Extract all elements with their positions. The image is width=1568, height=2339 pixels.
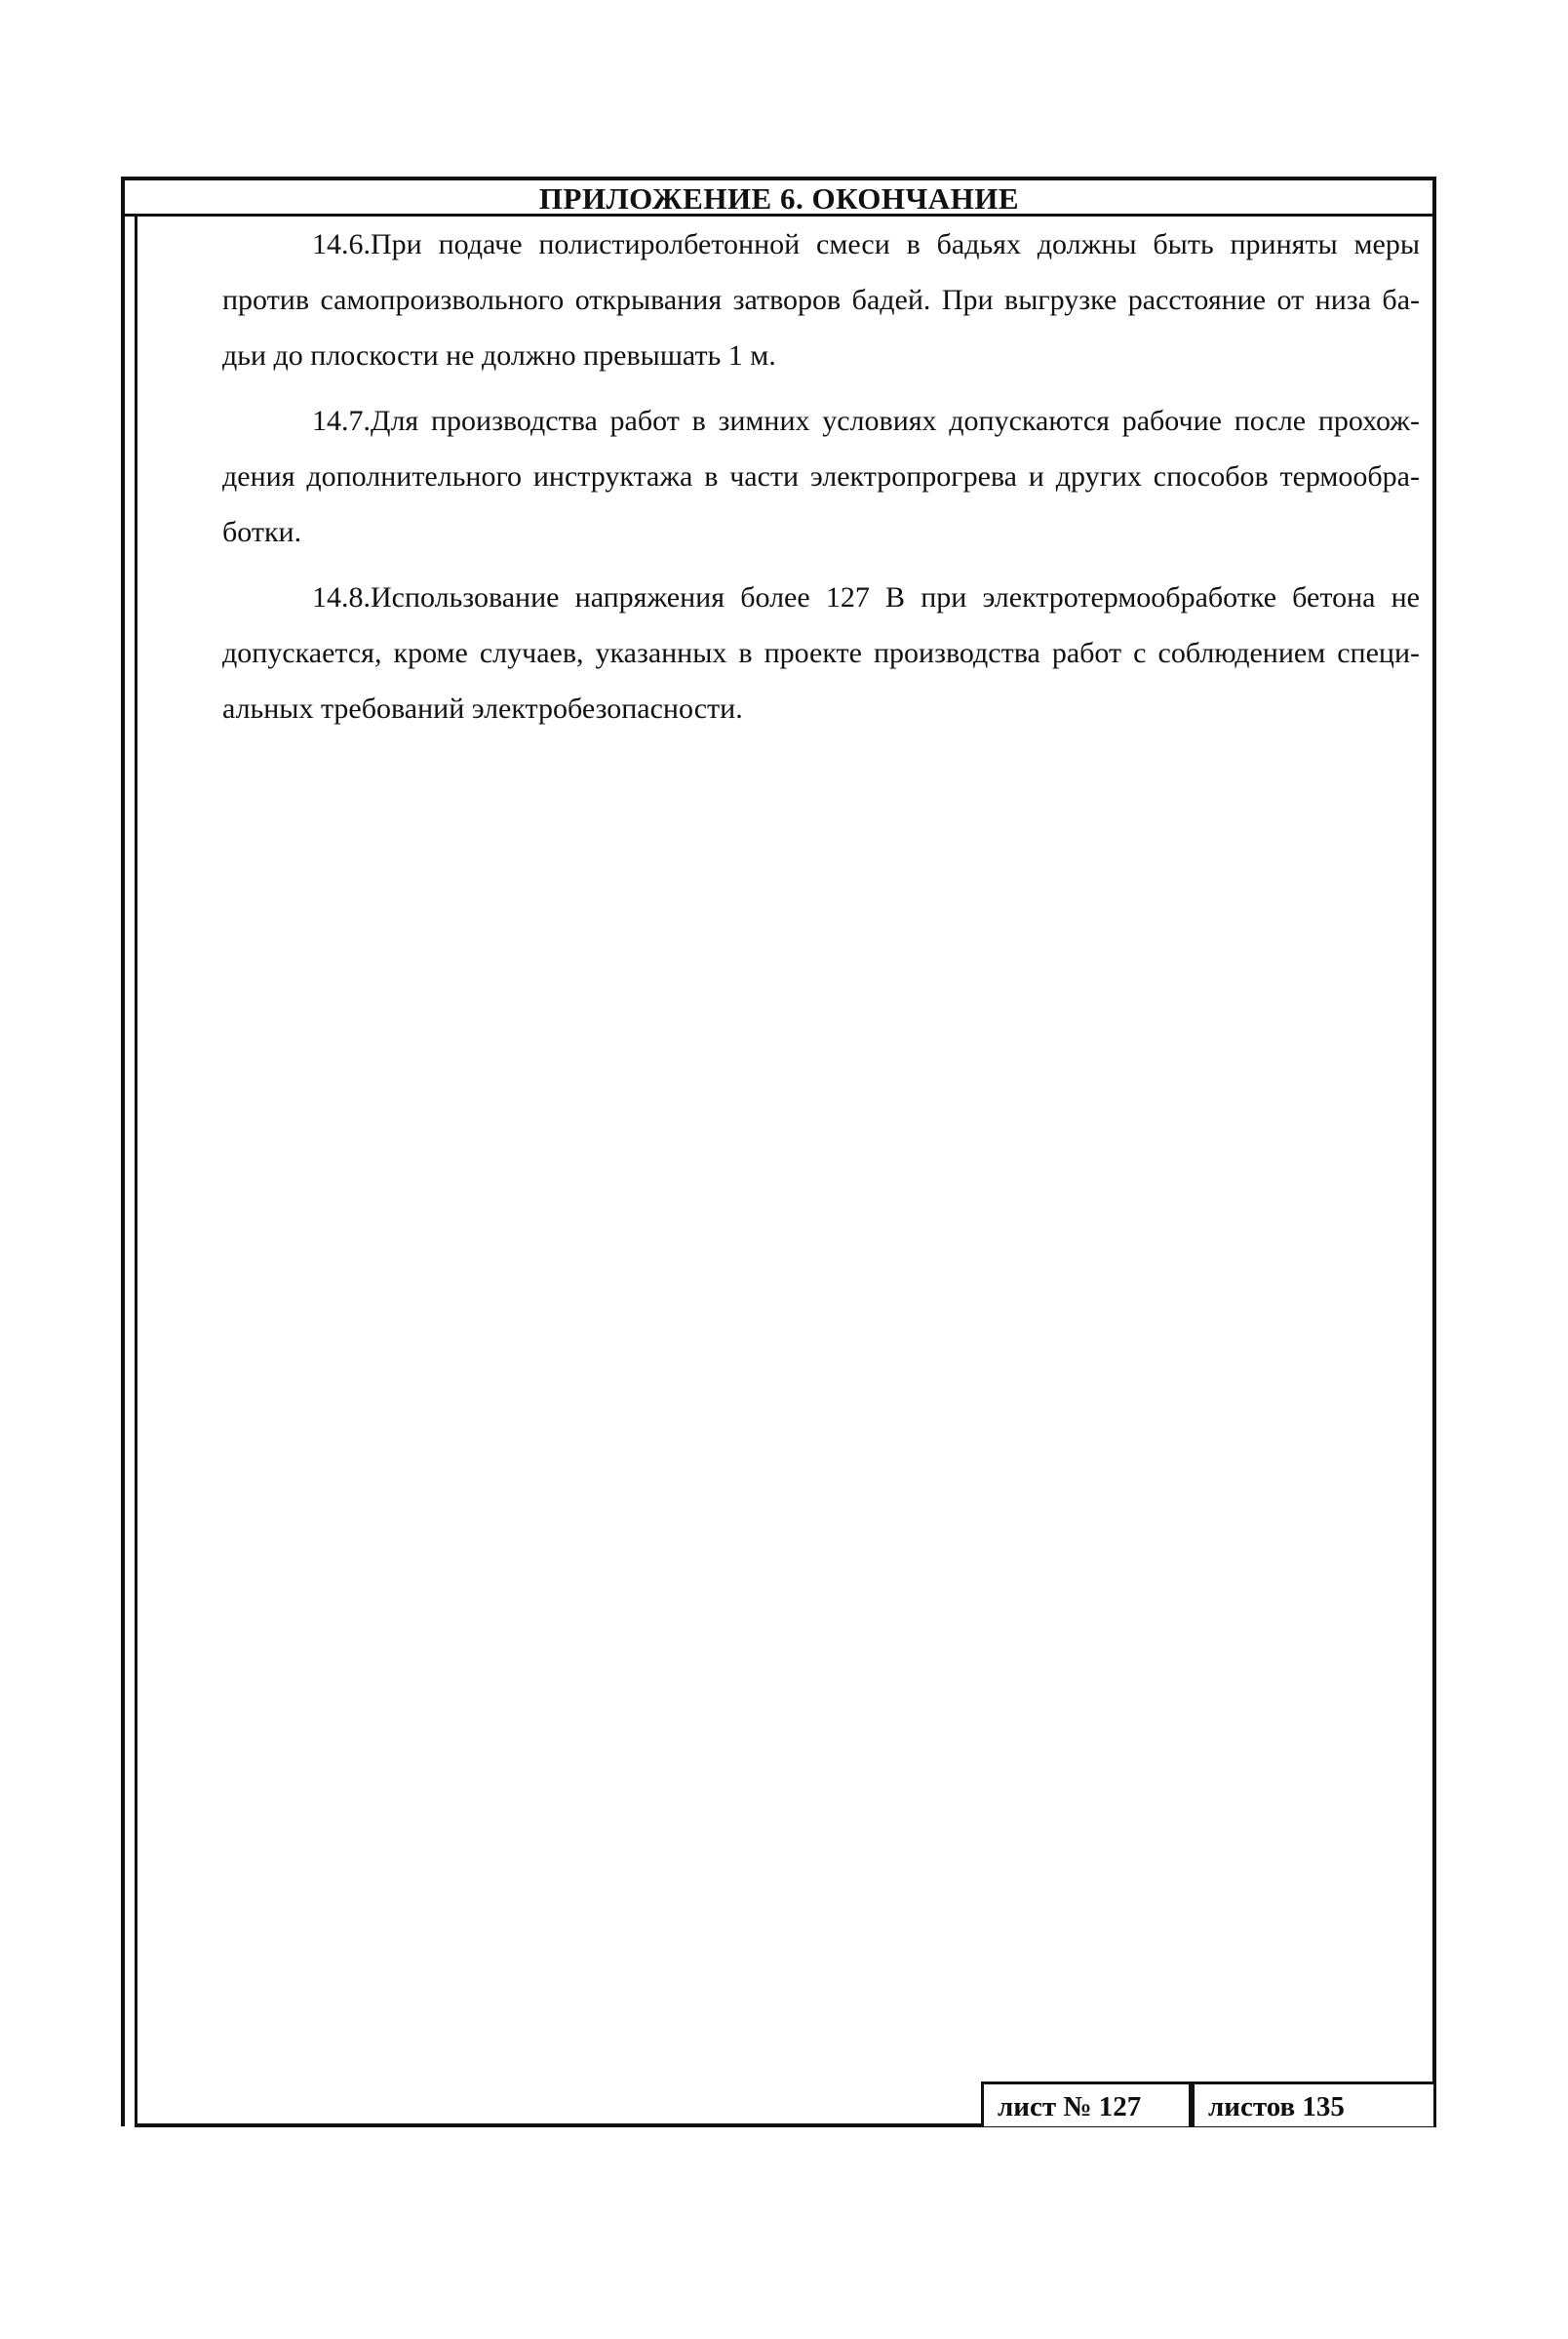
text-line: дьи до плоскости не должно превышать 1 м. bbox=[222, 339, 776, 372]
text-line: против самопроизвольного открывания затворов бадей. При выгрузке расстояние от низа ба- bbox=[222, 284, 1420, 316]
frame-right-border bbox=[1432, 177, 1436, 2126]
text-line: альных требований электробезопасности. bbox=[222, 693, 743, 725]
page-title: ПРИЛОЖЕНИЕ 6. ОКОНЧАНИЕ bbox=[538, 181, 1020, 216]
paragraph-14-8 bbox=[133, 570, 1420, 736]
text-line: допускается, кроме случаев, указанных в проекте производства работ с соблюдением специ- bbox=[222, 637, 1420, 669]
text-line: 14.6.При подаче полистиролбетонной смеси в бадьях должны быть приняты меры bbox=[312, 228, 1420, 260]
text-line: ботки. bbox=[222, 516, 302, 548]
frame-top-border bbox=[121, 177, 1436, 180]
text-line: 14.8.Использование напряжения более 127 В при электротермообработке бетона не bbox=[312, 581, 1420, 614]
frame-left-border bbox=[121, 177, 125, 2126]
document-body bbox=[133, 217, 1420, 736]
text-line: дения дополнительного инструктажа в части электропрогрева и других способов термообра- bbox=[222, 460, 1420, 493]
text-line: 14.7.Для производства работ в зимних условиях допускаются рабочие после прохож- bbox=[312, 405, 1420, 437]
total-sheets-box: листов 135 bbox=[1192, 2081, 1436, 2126]
sheet-number-box: лист № 127 bbox=[981, 2081, 1192, 2126]
paragraph-14-7 bbox=[133, 393, 1420, 560]
paragraph-14-6 bbox=[133, 217, 1420, 383]
